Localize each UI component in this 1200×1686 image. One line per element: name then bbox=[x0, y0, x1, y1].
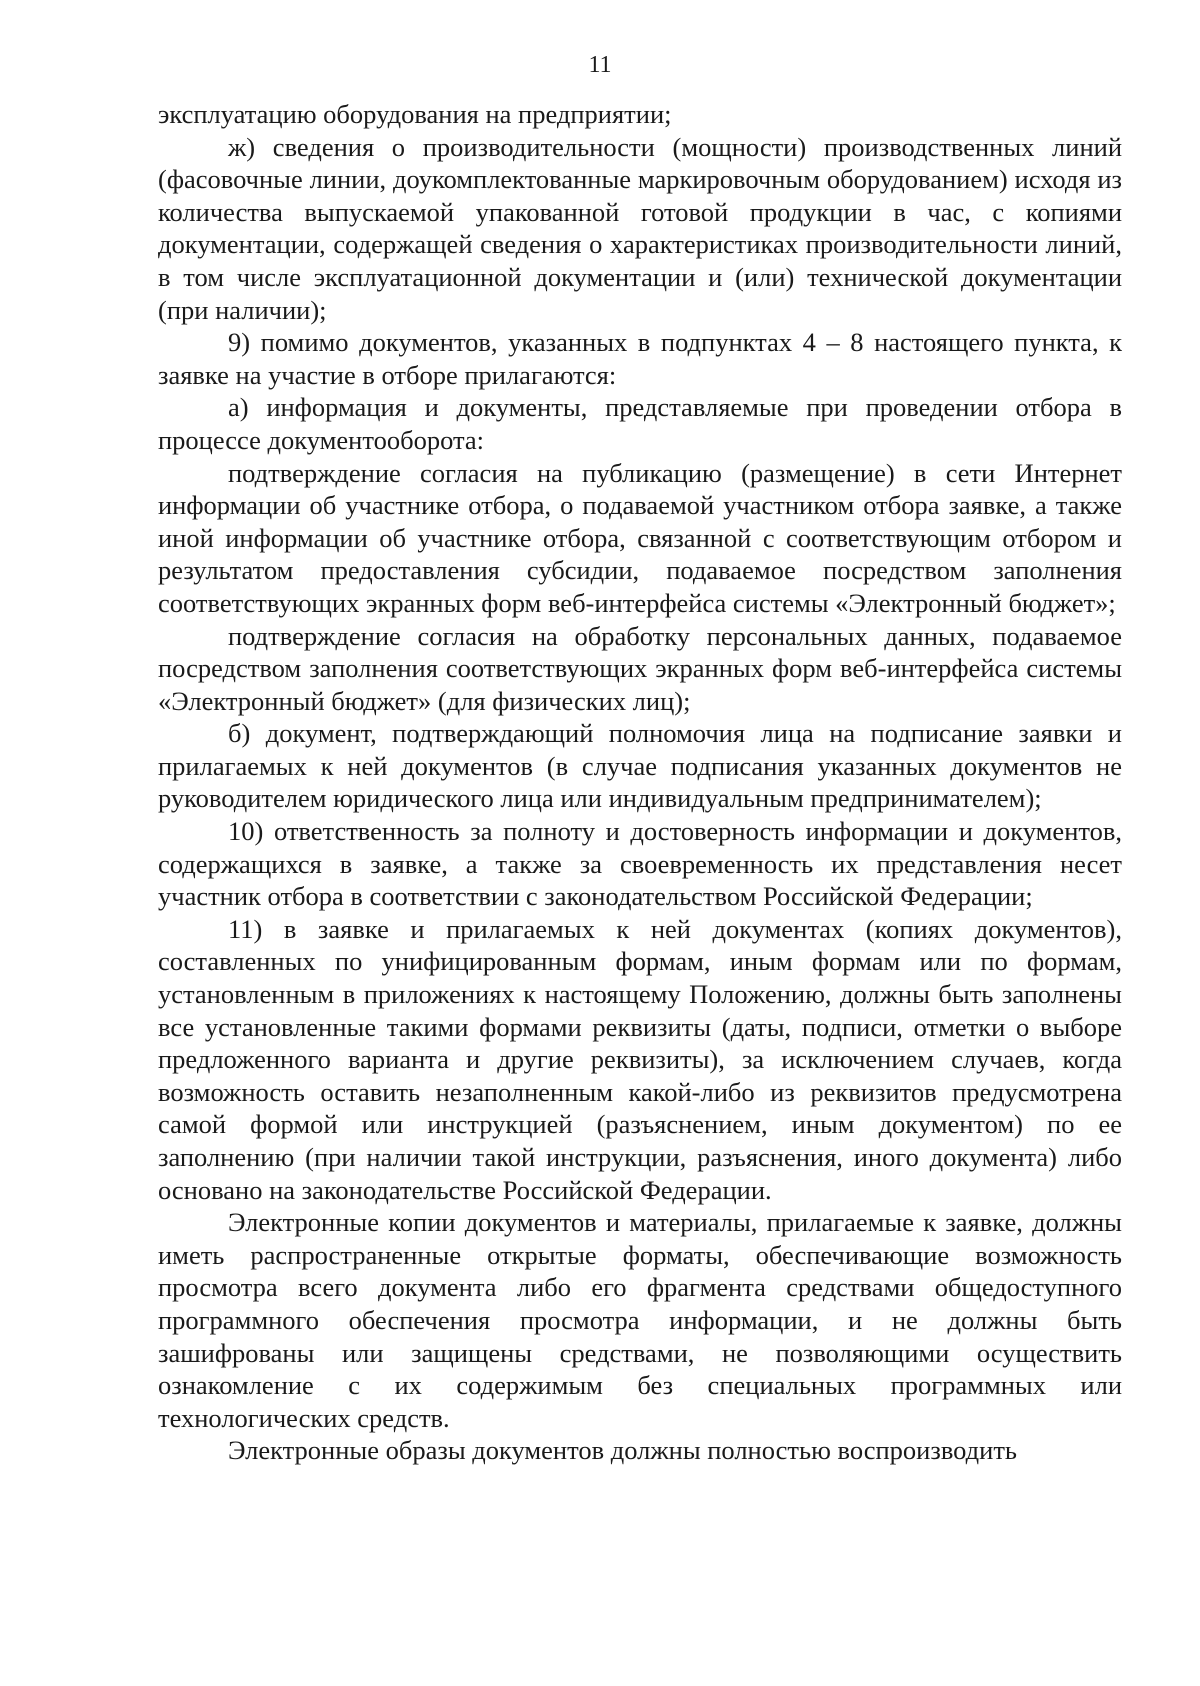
paragraph-item-9: 9) помимо документов, указанных в подпунктах 4 – 8 настоящего пункта, к заявке на участие в отборе прилагаются: bbox=[158, 327, 1122, 390]
paragraph-personal-data-consent: подтверждение согласия на обработку персональных данных, подаваемое посредством заполнения соответствующих экранных форм веб-интерфейса системы «Электронный бюджет» (для физических лиц); bbox=[158, 620, 1122, 716]
page-number: 11 bbox=[588, 52, 612, 78]
paragraph-item-b: б) документ, подтверждающий полномочия лица на подписание заявки и прилагаемых к ней документов (в случае подписания указанных документов не руководителем юридического лица или индивидуальным предпринимателем); bbox=[158, 718, 1122, 814]
document-body bbox=[158, 98, 1122, 1467]
paragraph-continuation: эксплуатацию оборудования на предприятии; bbox=[158, 99, 672, 129]
paragraph-item-a: а) информация и документы, представляемые при проведении отбора в процессе документооборота: bbox=[158, 392, 1122, 455]
paragraph-publication-consent: подтверждение согласия на публикацию (размещение) в сети Интернет информации об участнике отбора, о подаваемой участником отбора заявке, а также иной информации об участнике отбора, связанной с соответствующим отбором и результатом предоставления субсидии, подаваемое посредством заполнения соответствующих экранных форм веб-интерфейса системы «Электронный бюджет»; bbox=[158, 457, 1122, 618]
paragraph-item-10: 10) ответственность за полноту и достоверность информации и документов, содержащихся в заявке, а также за своевременность их представления несет участник отбора в соответствии с законодательством Российской Федерации; bbox=[158, 816, 1122, 912]
paragraph-electronic-images: Электронные образы документов должны полностью воспроизводить bbox=[228, 1435, 1017, 1466]
paragraph-item-11: 11) в заявке и прилагаемых к ней документах (копиях документов), составленных по унифицированным формам, иным формам или по формам, установленным в приложениях к настоящему Положению, должны быть заполнены все установленные такими формами реквизиты (даты, подписи, отметки о выборе предложенного варианта и другие реквизиты), за исключением случаев, когда возможность оставить незаполненным какой-либо из реквизитов предусмотрена самой формой или инструкцией (разъяснением, иным документом) по ее заполнению (при наличии такой инструкции, разъяснения, иного документа) либо основано на законодательстве Российской Федерации. bbox=[158, 913, 1122, 1205]
paragraph-electronic-copies: Электронные копии документов и материалы, прилагаемые к заявке, должны иметь распространенные открытые форматы, обеспечивающие возможность просмотра всего документа либо его фрагмента средствами общедоступного программного обеспечения просмотра информации, и не должны быть зашифрованы или защищены средствами, не позволяющими осуществить ознакомление с их содержимым без специальных программных или технологических средств. bbox=[158, 1207, 1122, 1433]
paragraph-item-zh: ж) сведения о производительности (мощности) производственных линий (фасовочные линии, доукомплектованные маркировочным оборудованием) исходя из количества выпускаемой упакованной готовой продукции в час, с копиями документации, содержащей сведения о характеристиках производительности линий, в том числе эксплуатационной документации и (или) технической документации (при наличии); bbox=[158, 131, 1122, 325]
